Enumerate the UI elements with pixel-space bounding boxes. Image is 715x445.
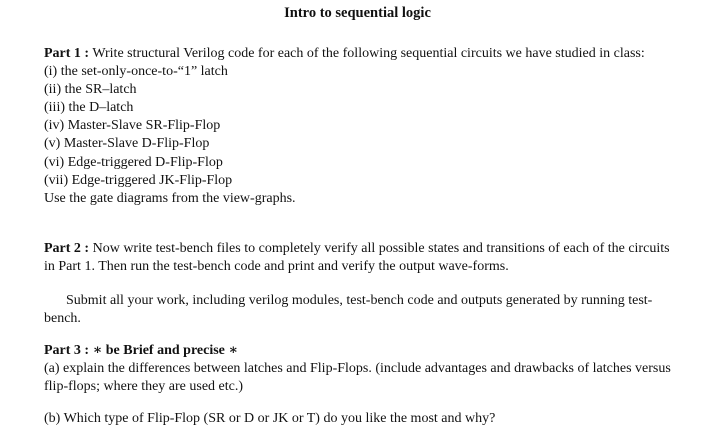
- part1-item-6: (vi) Edge-triggered D-Flip-Flop: [44, 154, 223, 170]
- part2-line-2: in Part 1. Then run the test-bench code and print and verify the output wave-forms.: [44, 259, 509, 274]
- part1-footer: Use the gate diagrams from the view-graphs.: [44, 190, 296, 206]
- submit-section: [44, 292, 694, 328]
- part3-b-section: [44, 410, 694, 428]
- part2-heading: Part 2 :: [44, 241, 90, 256]
- part1-item-5: (v) Master-Slave D-Flip-Flop: [44, 136, 210, 152]
- part1-intro-line: [44, 45, 694, 63]
- part1-item-1: (i) the set-only-once-to-“1” latch: [44, 64, 228, 80]
- part3-emphasis: ∗ be Brief and precise ∗: [92, 343, 239, 358]
- part3-a-line-2: flip-flops; where they are used etc.): [44, 379, 244, 394]
- submit-line-1: Submit all your work, including verilog modules, test-bench code and outputs generated by running test-: [66, 293, 653, 308]
- part1-item-4: (iv) Master-Slave SR-Flip-Flop: [44, 118, 221, 134]
- part3-section: [44, 342, 694, 396]
- part3-heading: Part 3 :: [44, 343, 90, 358]
- part3-heading-line: [44, 342, 694, 360]
- submit-line-2: bench.: [44, 311, 81, 326]
- part1-section: [44, 45, 694, 208]
- part1-item-2: (ii) the SR–latch: [44, 82, 137, 98]
- part1-heading: Part 1 :: [44, 46, 90, 61]
- part3-b-line: (b) Which type of Flip-Flop (SR or D or JK or T) do you like the most and why?: [44, 411, 496, 426]
- part2-line-1: [44, 240, 694, 258]
- part3-a-line-1: (a) explain the differences between latches and Flip-Flops. (include advantages and drawbacks of latches versus: [44, 361, 671, 376]
- page-title: Intro to sequential logic: [284, 5, 431, 21]
- part2-text-1: Now write test-bench files to completely verify all possible states and transitions of each of the circuits: [92, 241, 670, 256]
- part1-item-3: (iii) the D–latch: [44, 100, 134, 116]
- part2-section: [44, 240, 694, 276]
- part1-intro: Write structural Verilog code for each of the following sequential circuits we have studied in class:: [92, 46, 645, 61]
- part1-item-7: (vii) Edge-triggered JK-Flip-Flop: [44, 172, 233, 188]
